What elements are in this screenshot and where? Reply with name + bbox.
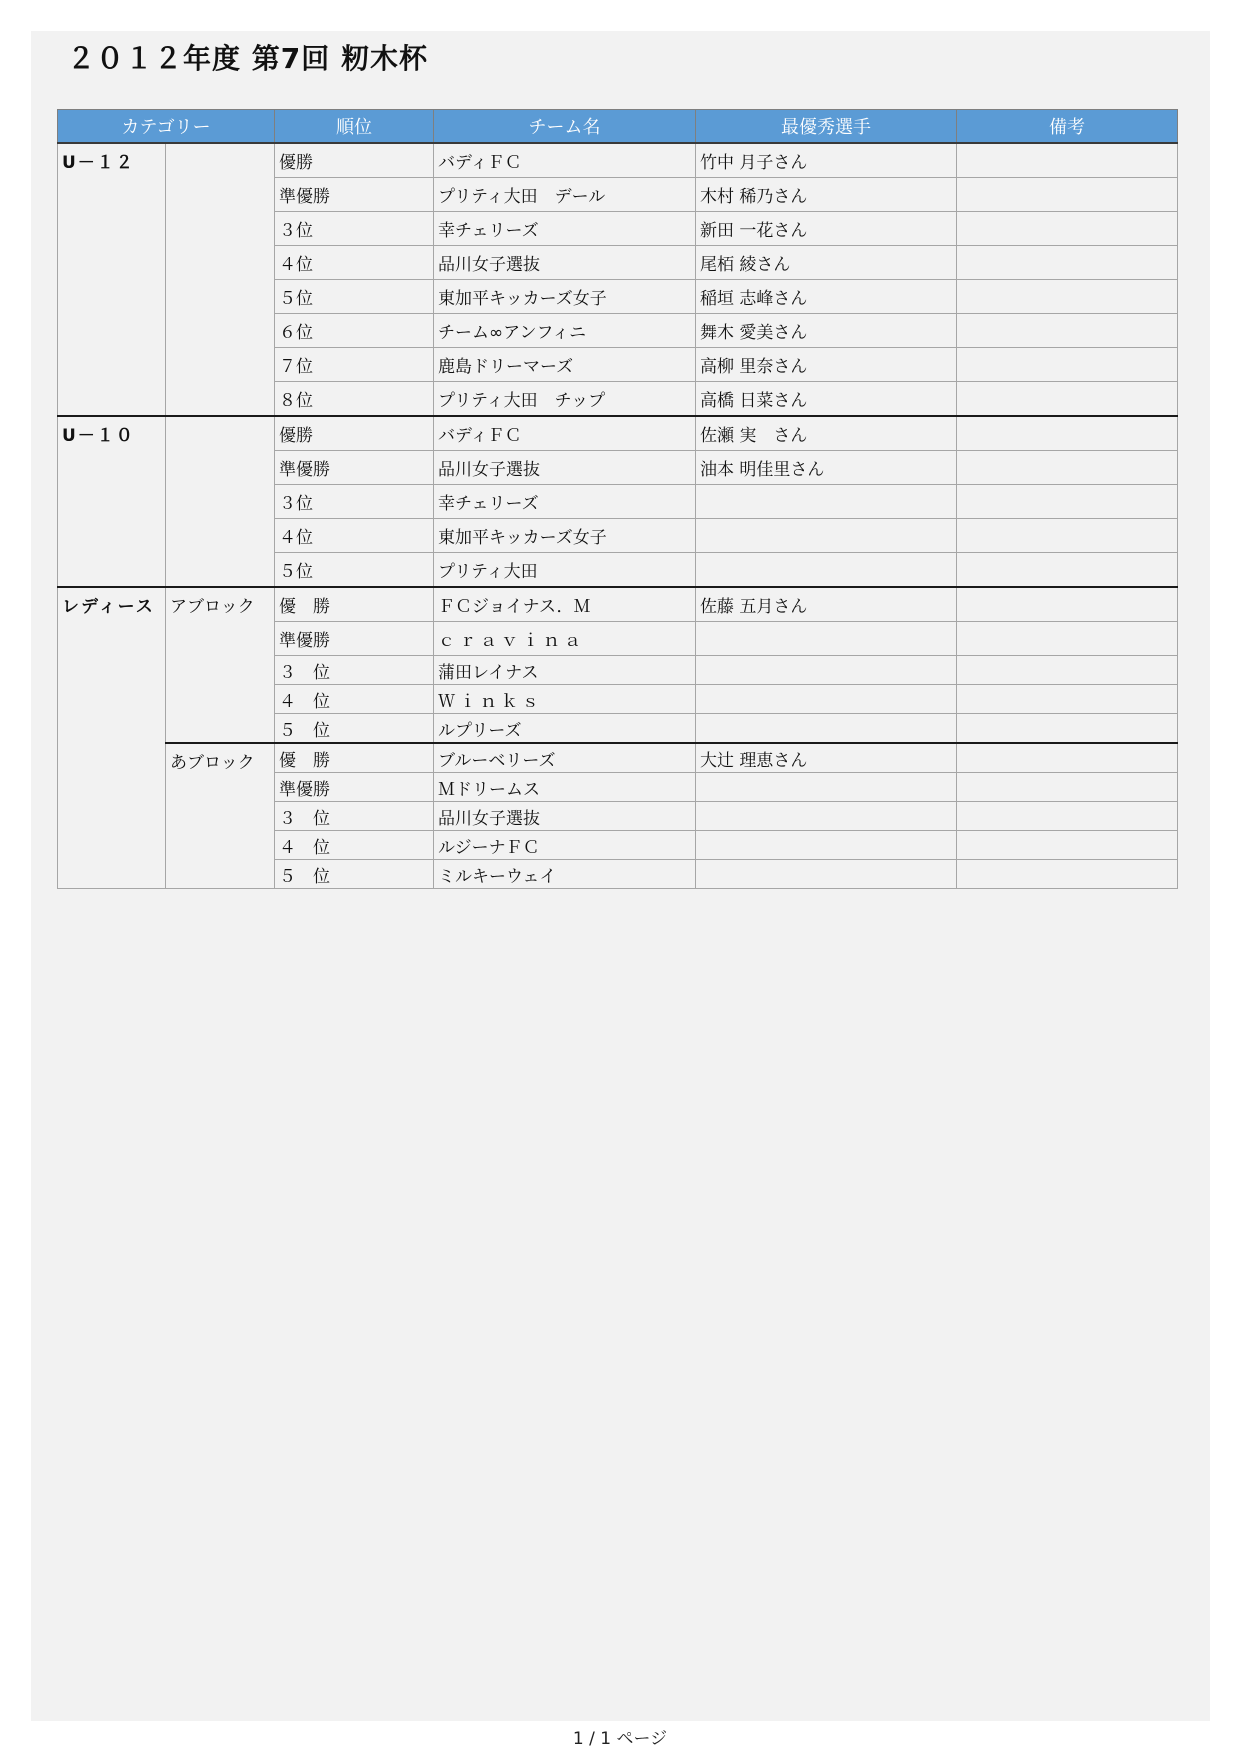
mvp-cell: 新田 一花さん (696, 212, 957, 246)
team-cell: ブルーベリーズ (434, 743, 696, 773)
category-ladies: レディース (58, 587, 166, 889)
note-cell (957, 656, 1178, 685)
mvp-cell: 竹中 月子さん (696, 143, 957, 178)
mvp-cell: 稲垣 志峰さん (696, 280, 957, 314)
team-cell: 東加平キッカーズ女子 (434, 519, 696, 553)
note-cell (957, 773, 1178, 802)
rank-cell: 優勝 (275, 143, 434, 178)
mvp-cell (696, 519, 957, 553)
rank-cell: 準優勝 (275, 773, 434, 802)
team-cell: Ｍドリームス (434, 773, 696, 802)
team-cell: バディＦＣ (434, 143, 696, 178)
rank-cell: ３位 (275, 212, 434, 246)
table-row (58, 416, 1178, 451)
note-cell (957, 451, 1178, 485)
note-cell (957, 485, 1178, 519)
mvp-cell: 佐藤 五月さん (696, 587, 957, 622)
note-cell (957, 860, 1178, 889)
table-row (58, 587, 1178, 622)
rank-cell: ５位 (275, 553, 434, 588)
note-cell (957, 743, 1178, 773)
page-sheet (31, 31, 1210, 1721)
team-cell: 蒲田レイナス (434, 656, 696, 685)
block-empty (166, 416, 275, 587)
team-cell: 品川女子選抜 (434, 451, 696, 485)
mvp-cell: 高橋 日菜さん (696, 382, 957, 417)
note-cell (957, 587, 1178, 622)
team-cell: 東加平キッカーズ女子 (434, 280, 696, 314)
rank-cell: ４ 位 (275, 831, 434, 860)
note-cell (957, 382, 1178, 417)
team-cell: 幸チェリーズ (434, 212, 696, 246)
team-cell: Ｗｉｎｋｓ (434, 685, 696, 714)
mvp-cell (696, 773, 957, 802)
team-cell: 幸チェリーズ (434, 485, 696, 519)
note-cell (957, 714, 1178, 744)
rank-cell: 準優勝 (275, 451, 434, 485)
mvp-cell (696, 622, 957, 656)
team-cell: プリティ大田 デール (434, 178, 696, 212)
note-cell (957, 802, 1178, 831)
page-number: 1 / 1 ページ (572, 1729, 668, 1749)
note-cell (957, 416, 1178, 451)
team-cell: 鹿島ドリーマーズ (434, 348, 696, 382)
mvp-cell: 木村 稀乃さん (696, 178, 957, 212)
rank-cell: ６位 (275, 314, 434, 348)
rank-cell: 優勝 (275, 416, 434, 451)
team-cell: ＦＣジョイナス．Ｍ (434, 587, 696, 622)
note-cell (957, 212, 1178, 246)
team-cell: ミルキーウェイ (434, 860, 696, 889)
mvp-cell (696, 685, 957, 714)
note-cell (957, 143, 1178, 178)
rank-cell: ３ 位 (275, 802, 434, 831)
rank-cell: ４位 (275, 246, 434, 280)
rank-cell: 準優勝 (275, 622, 434, 656)
team-cell: ｃｒａｖｉｎａ (434, 622, 696, 656)
rank-cell: ８位 (275, 382, 434, 417)
mvp-cell: 舞木 愛美さん (696, 314, 957, 348)
team-cell: 品川女子選抜 (434, 246, 696, 280)
rank-cell: 準優勝 (275, 178, 434, 212)
mvp-cell: 尾栢 綾さん (696, 246, 957, 280)
note-cell (957, 178, 1178, 212)
header-team: チーム名 (434, 110, 696, 144)
mvp-cell (696, 656, 957, 685)
block-empty (166, 143, 275, 416)
block-a: アブロック (166, 587, 275, 743)
rank-cell: ３位 (275, 485, 434, 519)
rank-cell: ５ 位 (275, 860, 434, 889)
note-cell (957, 348, 1178, 382)
category-u12: U－１２ (58, 143, 166, 416)
rank-cell: ５位 (275, 280, 434, 314)
header-note: 備考 (957, 110, 1178, 144)
table-header-row (58, 110, 1178, 144)
rank-cell: 優 勝 (275, 587, 434, 622)
page-title: ２０１２年度 第7回 籾木杯 (67, 42, 428, 75)
team-cell: 品川女子選抜 (434, 802, 696, 831)
mvp-cell (696, 831, 957, 860)
mvp-cell (696, 714, 957, 744)
note-cell (957, 314, 1178, 348)
rank-cell: ７位 (275, 348, 434, 382)
note-cell (957, 553, 1178, 588)
note-cell (957, 831, 1178, 860)
rank-cell: 優 勝 (275, 743, 434, 773)
block-b: あブロック (166, 743, 275, 889)
team-cell: チーム∞アンフィニ (434, 314, 696, 348)
rank-cell: ３ 位 (275, 656, 434, 685)
mvp-cell (696, 485, 957, 519)
note-cell (957, 622, 1178, 656)
category-u10: U－１０ (58, 416, 166, 587)
table-row (58, 743, 1178, 773)
note-cell (957, 519, 1178, 553)
team-cell: ルジーナＦＣ (434, 831, 696, 860)
results-table (57, 109, 1178, 889)
mvp-cell: 大辻 理恵さん (696, 743, 957, 773)
team-cell: プリティ大田 チップ (434, 382, 696, 417)
mvp-cell (696, 802, 957, 831)
header-mvp: 最優秀選手 (696, 110, 957, 144)
team-cell: プリティ大田 (434, 553, 696, 588)
mvp-cell: 佐瀬 実 さん (696, 416, 957, 451)
rank-cell: ４位 (275, 519, 434, 553)
mvp-cell (696, 860, 957, 889)
team-cell: バディＦＣ (434, 416, 696, 451)
note-cell (957, 685, 1178, 714)
mvp-cell: 高柳 里奈さん (696, 348, 957, 382)
note-cell (957, 280, 1178, 314)
table-row (58, 143, 1178, 178)
rank-cell: ４ 位 (275, 685, 434, 714)
team-cell: ルプリーズ (434, 714, 696, 744)
rank-cell: ５ 位 (275, 714, 434, 744)
note-cell (957, 246, 1178, 280)
header-category: カテゴリー (58, 110, 275, 144)
mvp-cell: 油本 明佳里さん (696, 451, 957, 485)
header-rank: 順位 (275, 110, 434, 144)
mvp-cell (696, 553, 957, 588)
